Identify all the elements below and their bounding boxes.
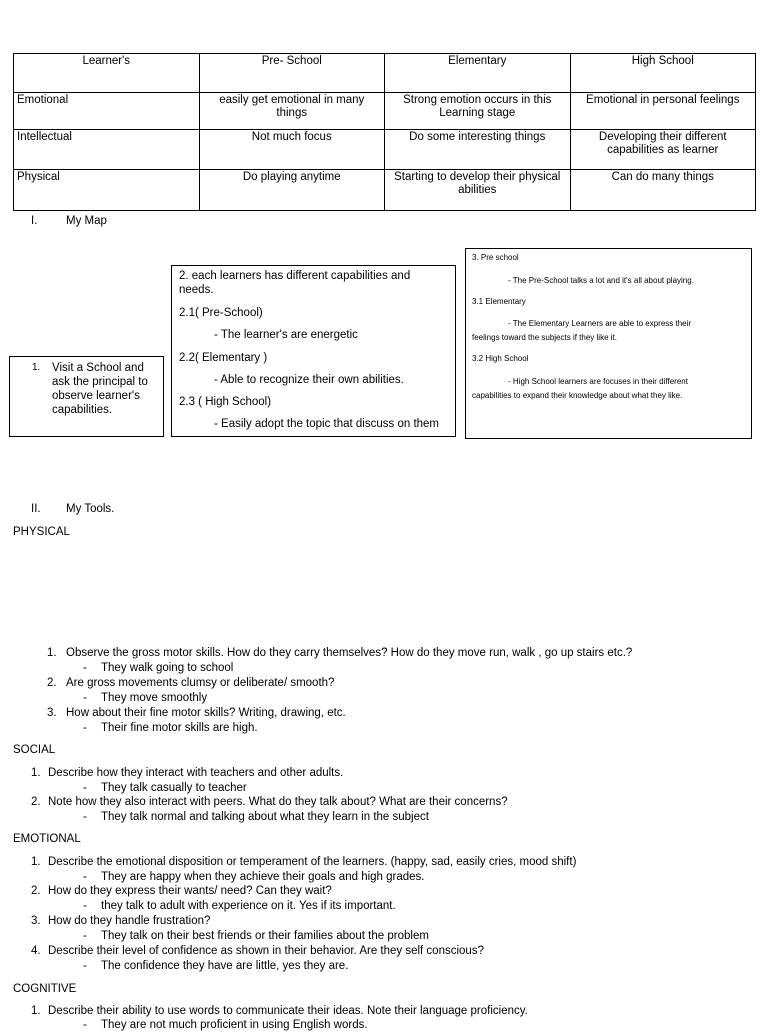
table-cell: Developing their different capabilities as learner <box>570 130 756 170</box>
section-title: My Map <box>66 215 107 227</box>
question-number: 1. <box>47 647 57 659</box>
question-text: How do they express their wants/ need? Can they wait? <box>48 885 332 897</box>
map-box-2 <box>171 265 456 437</box>
question-text: Note how they also interact with peers. What do they talk about? What are their concerns? <box>48 796 508 808</box>
question-number: 2. <box>31 796 41 808</box>
map-box-text: Visit a School and ask the principal to observe learner's capabilities. <box>52 362 148 416</box>
table-cell: Emotional in personal feelings <box>570 93 756 130</box>
answer-text: they talk to adult with experience on it. Yes if its important. <box>101 900 396 912</box>
table-cell: Starting to develop their physical abilities <box>385 170 571 211</box>
map-box-detail: feelings toward the subjects if they like it. <box>472 333 617 342</box>
answer-text: They talk on their best friends or their families about the problem <box>101 930 429 942</box>
map-box-detail: - Easily adopt the topic that discuss on them <box>214 418 440 430</box>
map-box-number: 1. <box>32 362 41 373</box>
answer-dash: - <box>83 1019 87 1031</box>
map-box-detail: - The Elementary Learners are able to express their <box>508 319 692 328</box>
answer-dash: - <box>83 960 87 972</box>
table-row <box>14 130 756 170</box>
answer-text: They are happy when they achieve their goals and high grades. <box>101 871 425 883</box>
section-title: My Tools. <box>66 503 115 515</box>
answer-text: They move smoothly <box>101 692 208 704</box>
answer-dash: - <box>83 782 87 794</box>
map-box-subheading: 3. Pre school <box>472 253 519 262</box>
table-cell: Can do many things <box>570 170 756 211</box>
question-text: How do they handle frustration? <box>48 915 211 927</box>
question-text: How about their fine motor skills? Writing, drawing, etc. <box>66 707 346 719</box>
answer-dash: - <box>83 692 87 704</box>
map-box-detail: - Able to recognize their own abilities. <box>214 374 404 386</box>
answer-text: They walk going to school <box>101 662 234 674</box>
question-number: 3. <box>47 707 57 719</box>
header-cell: Elementary <box>385 54 571 93</box>
physical-heading: PHYSICAL <box>13 526 70 538</box>
header-cell: Pre- School <box>199 54 385 93</box>
question-number: 2. <box>31 885 41 897</box>
answer-dash: - <box>83 900 87 912</box>
section-number: I. <box>31 215 38 227</box>
question-number: 4. <box>31 945 41 957</box>
header-cell: Learner's <box>14 54 200 93</box>
answer-text: They talk normal and talking about what they learn in the subject <box>101 811 429 823</box>
map-box-detail: - The Pre-School talks a lot and it's all about playing. <box>508 276 694 285</box>
question-text: Describe their ability to use words to communicate their ideas. Note their language proficiency. <box>48 1005 528 1017</box>
question-text: Describe their level of confidence as shown in their behavior. Are they self conscious? <box>48 945 484 957</box>
question-number: 1. <box>31 767 41 779</box>
map-box-1 <box>9 356 164 437</box>
answer-dash: - <box>83 930 87 942</box>
social-heading: SOCIAL <box>13 744 56 756</box>
answer-text: Their fine motor skills are high. <box>101 722 258 734</box>
map-box-detail: - The learner's are energetic <box>214 329 358 341</box>
learners-table <box>13 53 756 211</box>
map-box-subheading: 2.2( Elementary ) <box>179 352 268 364</box>
map-box-title: needs. <box>179 284 214 296</box>
map-box-subheading: 3.2 High School <box>472 354 529 363</box>
map-box-3 <box>465 248 752 439</box>
emotional-heading: EMOTIONAL <box>13 833 81 845</box>
answer-text: They are not much proficient in using English words. <box>101 1019 368 1031</box>
map-box-detail: capabilities to expand their knowledge about what they like. <box>472 391 683 400</box>
answer-text: They talk casually to teacher <box>101 782 247 794</box>
answer-dash: - <box>83 871 87 883</box>
question-number: 1. <box>31 856 41 868</box>
map-box-subheading: 2.3 ( High School) <box>179 396 272 408</box>
row-label: Emotional <box>14 93 200 130</box>
question-text: Are gross movements clumsy or deliberate/ smooth? <box>66 677 335 689</box>
question-number: 3. <box>31 915 41 927</box>
question-number: 2. <box>47 677 57 689</box>
table-cell: Not much focus <box>199 130 385 170</box>
section-number: II. <box>31 503 41 515</box>
question-number: 1. <box>31 1005 41 1017</box>
map-box-title: 2. each learners has different capabilities and <box>179 270 411 282</box>
row-label: Intellectual <box>14 130 200 170</box>
question-text: Observe the gross motor skills. How do they carry themselves? How do they move run, walk , go up stairs etc.? <box>66 647 633 659</box>
question-text: Describe how they interact with teachers and other adults. <box>48 767 344 779</box>
cognitive-heading: COGNITIVE <box>13 983 77 995</box>
question-text: Describe the emotional disposition or temperament of the learners. (happy, sad, easily cries, mood shift) <box>48 856 577 868</box>
table-cell: Do some interesting things <box>385 130 571 170</box>
map-box-subheading: 2.1( Pre-School) <box>179 307 263 319</box>
map-box-detail: - High School learners are focuses in their different <box>508 377 688 386</box>
map-box-subheading: 3.1 Elementary <box>472 297 526 306</box>
answer-dash: - <box>83 811 87 823</box>
answer-text: The confidence they have are little, yes they are. <box>101 960 349 972</box>
table-row <box>14 170 756 211</box>
table-cell: Do playing anytime <box>199 170 385 211</box>
header-cell: High School <box>570 54 756 93</box>
table-header-row <box>14 54 756 93</box>
answer-dash: - <box>83 662 87 674</box>
row-label: Physical <box>14 170 200 211</box>
table-cell: easily get emotional in many things <box>199 93 385 130</box>
table-row <box>14 93 756 130</box>
answer-dash: - <box>83 722 87 734</box>
table-cell: Strong emotion occurs in this Learning stage <box>385 93 571 130</box>
